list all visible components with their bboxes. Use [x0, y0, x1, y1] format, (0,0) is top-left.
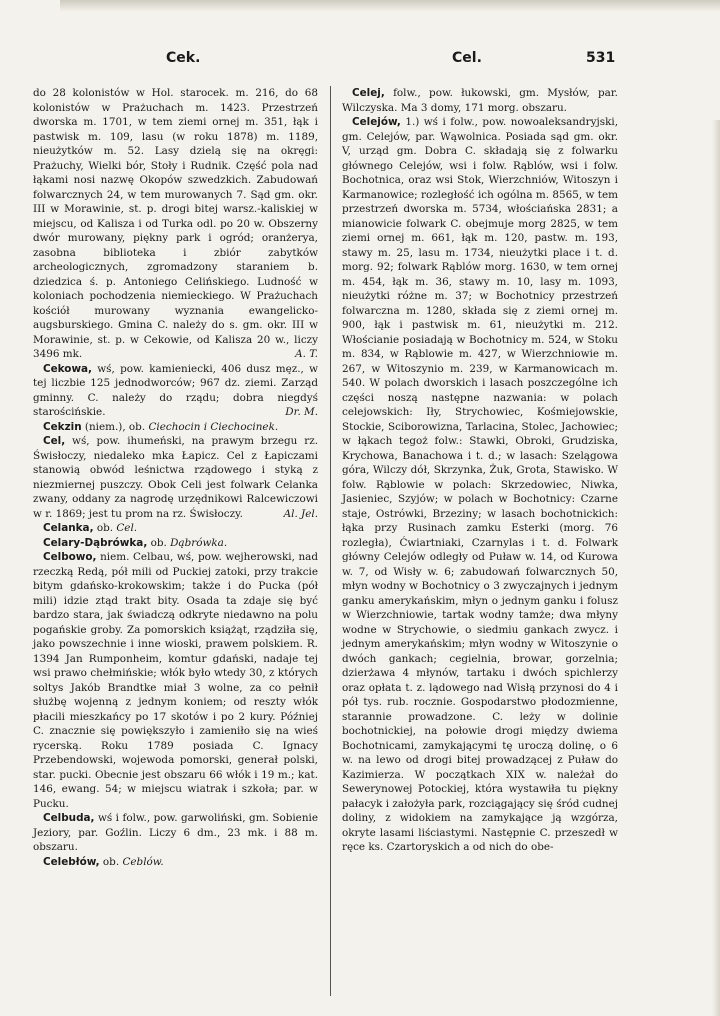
entry-headword: Celejów, [352, 116, 401, 128]
entry-headword: Cekzin [43, 420, 82, 433]
dictionary-entry [33, 434, 318, 521]
dictionary-entry [342, 86, 618, 115]
entry-author-signature: A. T. [295, 348, 318, 360]
entry-text: (niem.), ob. [81, 420, 149, 433]
entry-author-signature: Dr. M. [285, 406, 318, 418]
dictionary-entry [33, 536, 318, 551]
left-column [33, 86, 318, 869]
entry-text: ob. [147, 536, 171, 549]
dictionary-entry [33, 86, 318, 362]
entry-text: 1.) wś i folw., pow. nowoaleksandryjski, gm. Celejów, par. Wąwolnica. Posiada sąd gm. okr. V, urząd gm. Dobra C. składają się z folwarku głównego Celejów, wsi i folw. Rąblów, wsi i folw. Bochotnica, oraz wsi Stok, Wierzchniów, Witoszyn i Karmanowice; rozległość ich ogólna m. 8565, w tem przestrzeń dworska m. 5734, włościańska 2831; a mianowicie folwark C. obejmuje morg 2825, w tem ziemi ornej m. 661, łąk m. 120, pastw. m. 193, stawy m. 25, lasu m. 1734, nieużytki place i t. d. morg. 92; folwark Rąblów morg. 1630, w tem ornej m. 454, łąk m. 36, stawy m. 10, lasy m. 1093, nieużytki różne m. 37; w Bochotnicy przestrzeń folwarczna m. 1280, składa się z ziemi ornej m. 900, łąk i pastwisk m. 61, nieużytki m. 212. Włościanie posiadają w Bochotnicy m. 524, w Stoku m. 834, w Rąblowie m. 427, w Wierzchniowie m. 267, w Witoszynio m. 239, w Karmanowicach m. 540. W polach dworskich i lasach poszczególne ich części noszą następne nazwania: w polach celejowskich: Iły, Strychowiec, Kośmiejowskie, Stockie, Sciborowizna, Tarlacina, Stolec, Jachowiec; w łąkach tegoż folw.: Stawki, Obroki, Grudziska, Krychowa, Banachowa i t. d.; w lasach: Szelągowa góra, Wilczy dół, Skrzynka, Żuk, Grota, Stawisko. W folw. Rąblowie w polach: Skrzedowiec, Niwka, Jasieniec, Szyjów; w polach w Bochotnicy: Czarne staje, Ostrówki, Brzeziny; w lasach bochotnickich: łąka przy Rusinach zamku Esterki (morg. 76 rozległa), Ćwiartniaki, Czarnylas i t. d. Folwark główny Celejów odległy od Puław w. 14, od Kurowa w. 7, od Wisły w. 6; zabudowań folwarcznych 50, młyn wodny w Bochotnicy o 3 zwyczajnych i jednym ganku amerykańskim, młyn o jednym ganku i folusz w Wierzchniowie, tartak wodny tamże; dwa młyny wodne w Strychowie, o siedmiu gankach zwycz. i jednym amerykańskim; młyn wodny w Witoszynie o dwóch gankach; cegielnia, browar, gorzelnia; dzierżawa 4 młynów, tartaku i dwóch spichlerzy oraz opłata t. z. lądowego nad Wisłą przynosi do 4 i pół tys. rub. rocznie. Gospodarstwo płodozmienne, starannie prowadzone. C. leży w dolinie bochotnickiej, na połowie drogi między dwiema Bochotnicami, zamykającymi tę uroczą dolinę, o 6 w. na lewo od drogi bitej prowadzącej z Puław do Kazimierza. W początkach XIX w. należał do Sewerynowej Potockiej, która wystawiła tu piękny pałacyk i założyła park, rozciągający się śród cudnej doliny, z widokiem na zamykające ją wzgórza, okryte lasami liściastymi. Następnie C. przeszedł w ręce ks. Czartoryskich a od nich do obe- [342, 116, 618, 853]
entry-text: niem. Celbau, wś, pow. wejherowski, nad rzeczką Redą, pół mili od Puckiej zatoki, przy trakcie bitym gdańsko-krokowskim; także i do Pucka (pół mili) idzie ztąd trakt bity. Osada ta zdaje się być bardzo stara, jak świadczą odkryte niedawno na polu pogańskie groby. Za pomorskich książąt, rządziła się, jako powszechnie i inne wioski, prawem polskiem. R. 1394 Jan Rumponheim, komtur gdański, nadaje tej wsi prawo chełmińskie; włók było wtedy 30, z których soltys Jakób Brandtke miał 3 wolne, za co pełnił służbę wojenną z jednym koniem; od reszty włók płacili mieszkańcy po 17 skotów i po 2 kury. Później C. znacznie się powiększyło i zamieniło się na wieś rycerską. Roku 1789 posiada C. Ignacy Przebendowski, wojewoda pomorski, generał polski, star. pucki. Obecnie jest obszaru 66 włók i 19 m.; kat. 146, ewang. 54; w miejscu wiatrak i szkoła; par. w Pucku. [33, 551, 318, 810]
entry-crossref: Ceblów. [122, 855, 164, 868]
page-header [0, 50, 720, 70]
entry-author-signature: Al. Jel. [283, 507, 318, 520]
column-divider [330, 86, 331, 996]
dictionary-entry [33, 521, 318, 536]
entry-headword: Cel, [43, 435, 66, 447]
entry-crossref: Cel. [116, 522, 138, 534]
dictionary-entry [342, 115, 618, 855]
dictionary-entry [33, 550, 318, 811]
entry-headword: Celbowo, [43, 551, 97, 563]
page-right-edge [712, 120, 720, 1016]
header-right-keyword: Cel. [452, 50, 482, 66]
entry-text: ob. [99, 855, 123, 868]
entry-text: wś, pow. kamieniecki, 406 dusz męz., w tej liczbie 125 jednodworców; 967 dz. ziemi. Zarząd gminny. C. należy do rządu; dobra niegdyś starościńskie. [33, 362, 318, 418]
entry-text: wś, pow. ihumeński, na prawym brzegu rz. Świsłoczy, niedaleko mka Łapicz. Cel z Łapiczami stanowią obwód leśnictwa rządowego i styką z niezmiernej puszczy. Obok Celi jest folwark Celanka zwany, oddany za nagrodę urzędnikowi Ralcewiczowi w r. 1869; jest tu prom na rz. Świsłoczy. [33, 435, 318, 520]
entry-text: ob. [93, 522, 117, 534]
entry-text: do 28 kolonistów w Hol. starocek. m. 216, do 68 kolonistów w Prażuchach m. 1423. Przestrzeń dworska m. 1701, w tem ziemi ornej m. 351, łąk i pastwisk m. 109, lasu (w roku 1878) m. 1189, nieużytków m. 52. Lasy dzielą się na okręgi: Prażuchy, Wielki bór, Stoły i Rudnik. Część pola nad łąkami nosi nazwę Okopów szwedzkich. Zabudowań folwarcznych 24, w tem murowanych 7. Sąd gm. okr. III w Morawinie, st. p. drogi bitej warsz.-kaliskiej w miejscu, od Kalisza i od Turka odl. po 20 w. Obszerny dwór murowany, piękny park i ogród; oranżerya, zasobna biblioteka i zbiór zabytków archeologicznych, zgromadzony staraniem b. dziedzica ś. p. Antoniego Celińskiego. Ludność w koloniach pochodzenia niemieckiego. W Prażuchach kościół murowany wyznania ewangelicko-augsburskiego. Gmina C. należy do s. gm. okr. III w Morawinie, st. p. w Cekowie, od Kalisza 20 w., liczy 3496 mk. [33, 87, 318, 360]
dictionary-entry [33, 811, 318, 855]
entry-headword: Celbuda, [43, 812, 95, 824]
entry-crossref: Dąbrówka. [170, 536, 228, 549]
entry-headword: Cekowa, [43, 362, 93, 375]
entry-text: folw., pow. łukowski, gm. Mysłów, par. Wilczyska. Ma 3 domy, 171 morg. obszaru. [342, 87, 618, 114]
dictionary-entry [33, 420, 318, 435]
page-top-edge [60, 0, 720, 12]
entry-headword: Celej, [352, 87, 385, 99]
page-number: 531 [586, 50, 616, 66]
entry-text: wś i folw., pow. garwoliński, gm. Sobienie Jeziory, par. Goźlin. Liczy 6 dm., 23 mk. i 88 m. obszaru. [33, 812, 318, 853]
entry-headword: Celary-Dąbrówka, [43, 536, 148, 549]
entry-headword: Celebłów, [43, 855, 100, 868]
entry-crossref: Ciechocin i Ciechocinek. [148, 420, 279, 433]
entry-headword: Celanka, [43, 522, 94, 534]
header-left-keyword: Cek. [166, 50, 201, 66]
right-column [342, 86, 618, 855]
dictionary-entry [33, 855, 318, 870]
dictionary-entry [33, 362, 318, 420]
